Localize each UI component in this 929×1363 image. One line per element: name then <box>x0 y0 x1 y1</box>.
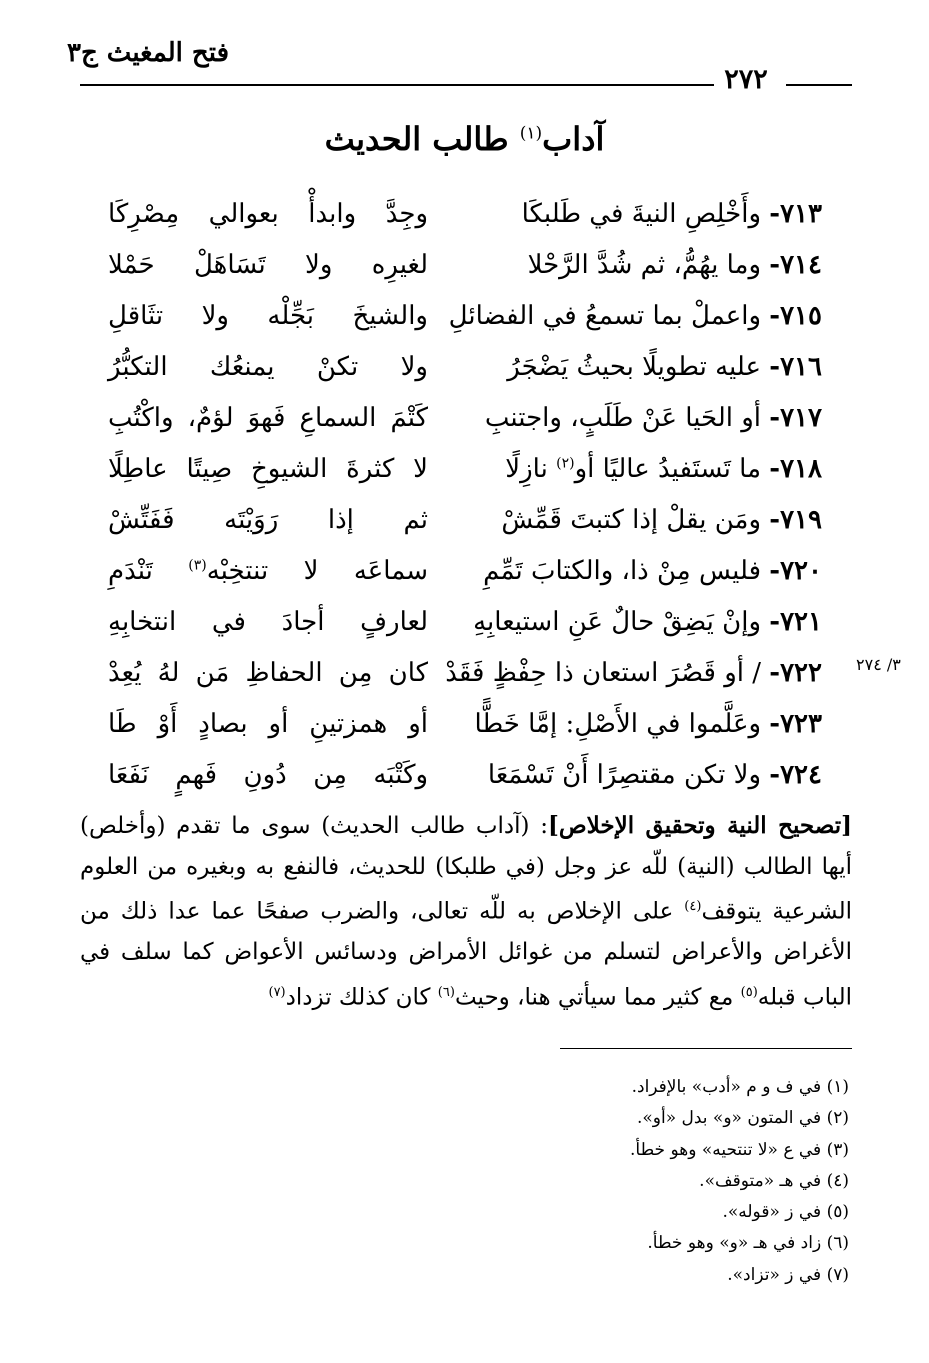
verse-number: ٧١٥- <box>769 301 822 331</box>
hemistich-text: ولا تكن مقتصِرًا أَنْ تَسْمَعَا <box>487 760 770 790</box>
verse-number: ٧١٣- <box>769 199 822 229</box>
footnote-ref: (٢) <box>556 455 575 472</box>
verse-716 <box>80 346 852 397</box>
verse-first-hemistich <box>448 301 822 331</box>
commentary-heading: [تصحيح النية وتحقيق الإخلاص] <box>547 812 852 839</box>
footnote-ref: (٥) <box>740 984 758 1000</box>
verse-719 <box>80 499 852 550</box>
verse-second-hemistich: ولا تكنْ يمنعُك التكبُّرُ <box>108 352 428 382</box>
verse-second-hemistich: ثم إذا رَوَيْتَه فَفَتِّشْ <box>108 505 428 535</box>
page-number: ٢٧٢ <box>724 64 768 95</box>
verse-number: ٧١٦- <box>769 352 822 382</box>
verse-number: ٧٢٠- <box>769 556 822 586</box>
footnotes <box>449 1072 849 1291</box>
footnote-ref: (٣) <box>188 557 207 574</box>
verse-second-hemistich <box>108 556 428 586</box>
hemistich-text: واعملْ بما تسمعُ في الفضائلِ <box>448 301 770 331</box>
verse-second-hemistich: والشيخَ بَجِّلْه ولا تثَاقلِ <box>108 301 428 331</box>
verse-first-hemistich <box>445 658 822 688</box>
verse-first-hemistich <box>462 199 822 229</box>
verse-second-hemistich: كان مِن الحفاظِ مَن لهُ يُعِدْ <box>108 658 428 688</box>
verse-first-hemistich <box>462 760 822 790</box>
footnote-ref: (١) <box>519 123 543 144</box>
verse-second-hemistich: كَتْمَ السماعِ فَهوَ لؤمٌ، واكْتُبِ <box>108 403 428 433</box>
section-title-text-a: آداب <box>542 120 605 158</box>
verse-first-hemistich <box>462 556 822 586</box>
hemistich-text: سماعَه لا تنتخِبْه <box>206 556 429 586</box>
verse-number: ٧٢١- <box>769 607 822 637</box>
verse-first-hemistich <box>462 352 822 382</box>
hemistich-text: وعَلَّموا في الأَصْلِ: إمَّا خَطًّا <box>474 709 770 739</box>
header-rule <box>80 84 714 86</box>
verse-718 <box>80 448 852 499</box>
footnote-4: (٤) في هـ «متوقف». <box>699 1170 849 1191</box>
verse-number: ٧١٧- <box>769 403 822 433</box>
verse-second-hemistich: أو همزتينِ أو بصادٍ أَوْ طَا <box>108 709 428 739</box>
verse-number: ٧٢٤- <box>769 760 822 790</box>
footnote-1: (١) في ف و م «أدب» بالإفراد. <box>631 1077 849 1097</box>
hemistich-text: ومَن يقلْ إذا كتبتَ قَمِّشْ <box>501 505 770 535</box>
footnote-ref: (٤) <box>684 899 702 914</box>
footnote-2: (٢) في المتون «و» بدل «أو». <box>636 1108 849 1129</box>
verse-second-hemistich: لعارفٍ أجادَ في انتخابِهِ <box>108 607 428 637</box>
footnote-5: (٥) في ز «قوله». <box>722 1202 849 1223</box>
footnote-ref: (٦) <box>437 984 455 1000</box>
verse-715 <box>80 295 852 346</box>
commentary-text: مع كثير مما سيأتي هنا، وحيث <box>454 984 741 1011</box>
commentary-text: : (آداب طالب الحديث) سوى ما تقدم (وأخلص) أيها الطالب (النية) للّه عز وجل (في طلبكا) للحديث، فالنفع به وبغيره من العلوم الشرعية يتوقف <box>80 813 852 925</box>
hemistich-text: وأَخْلِصِ النيةَ في طَلبكَا <box>521 199 770 229</box>
footnote-6: (٦) زاد في هـ «و» وهو خطأ. <box>647 1233 849 1254</box>
footnote-ref: (٧) <box>268 984 286 1000</box>
verse-first-hemistich <box>462 709 822 739</box>
verse-first-hemistich <box>462 505 822 535</box>
footnote-rule <box>560 1048 852 1049</box>
verse-second-hemistich: لا كثرةَ الشيوخِ صِيتًا عاطِلًا <box>108 454 428 484</box>
verse-first-hemistich <box>462 250 822 280</box>
commentary-text: على الإخلاص به للّه تعالى، والضرب صفحًا عما عدا ذلك من الأغراض والأعراض لتسلم من غوائل الأمراض ودسائس الأعواض كما سلف في الباب قبله <box>80 898 852 1011</box>
verse-724 <box>80 754 852 805</box>
verse-721 <box>80 601 852 652</box>
verse-number: ٧١٩- <box>769 505 822 535</box>
verse-first-hemistich <box>462 403 822 433</box>
verse-number: ٧٢٢- <box>769 658 822 688</box>
section-title <box>0 120 929 158</box>
header-rule-short <box>786 84 852 86</box>
hemistich-text: وإنْ يَضِقْ حالٌ عَنِ استيعابِهِ <box>473 607 770 637</box>
verse-717 <box>80 397 852 448</box>
verse-714 <box>80 244 852 295</box>
commentary-paragraph <box>80 806 852 1018</box>
verse-second-hemistich: لغيرِه ولا تَسَاهَلْ حَمْلا <box>108 250 428 280</box>
poem-verses <box>80 193 852 805</box>
running-header-book-title: فتح المغيث ج٣ <box>66 38 229 68</box>
verse-722 <box>80 652 852 703</box>
verse-723 <box>80 703 852 754</box>
hemistich-text: نازِلًا <box>505 454 557 484</box>
commentary-text: كان كذلك تزداد <box>285 984 438 1011</box>
verse-713 <box>80 193 852 244</box>
footnote-3: (٣) في ع «لا تنتحيه» وهو خطأ. <box>630 1139 849 1160</box>
footnote-7: (٧) في ز «تزاد». <box>727 1264 849 1285</box>
verse-720 <box>80 550 852 601</box>
verse-number: ٧١٨- <box>769 454 822 484</box>
hemistich-text: عليه تطويلًا بحيثُ يَضْجَرُ <box>507 352 770 382</box>
margin-page-reference: ٣/ ٢٧٤ <box>856 655 901 674</box>
hemistich-text: أو الحَيا عَنْ طَلَبٍ، واجتنبِ <box>484 403 770 433</box>
hemistich-text: ما تَستَفيدُ عاليًا أو <box>574 454 770 484</box>
hemistich-text: / أو قَصُرَ استعان ذا حِفْظٍ فَقَدْ <box>445 658 770 688</box>
verse-second-hemistich: وجِدَّ وابدأْ بعوالي مِصْرِكَا <box>108 199 428 229</box>
verse-number: ٧٢٣- <box>769 709 822 739</box>
hemistich-text: وما يهُمُّ، ثم شُدَّ الرَّحْلا <box>527 250 770 280</box>
hemistich-text: تَنْدَمِ <box>108 556 189 586</box>
section-title-text-b: طالب الحديث <box>324 120 520 158</box>
hemistich-text: فليس مِنْ ذا، والكتابَ تَمِّمِ <box>483 556 770 586</box>
verse-first-hemistich <box>462 607 822 637</box>
verse-second-hemistich: وكَتْبَه مِن دُونِ فَهمٍ نَفَعَا <box>108 760 428 790</box>
verse-first-hemistich <box>462 454 822 484</box>
verse-number: ٧١٤- <box>769 250 822 280</box>
